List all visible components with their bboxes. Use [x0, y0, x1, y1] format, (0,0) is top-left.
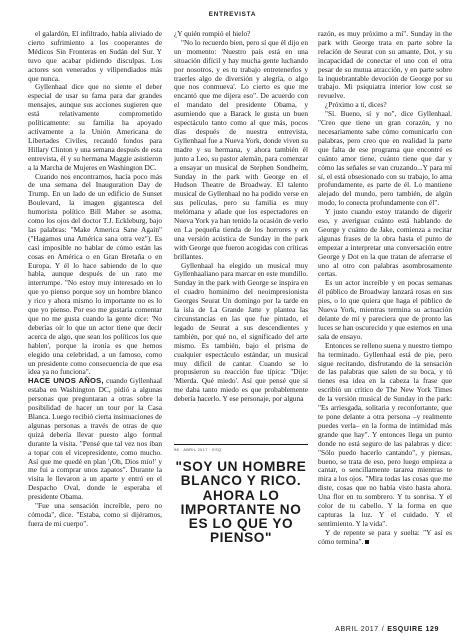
- paragraph-text: razón, es muy próximo a mí". Sunday in the park with George trata en parte sobre la relación de Seurat con su amante, Dot, y su incapacidad de conectar el uno con el otra pesar de su mutua atracción, y en parte sobre la inquebrantable devoción de George por su trabajo. Mi psiquiatra interior low cost se revuelve.: [318, 29, 452, 101]
- paragraph-text: Y de repente se para y suelta: "Y así es cómo termina".: [318, 527, 452, 546]
- paragraph: [174, 262, 308, 405]
- section-label: ENTREVISTA: [208, 11, 257, 18]
- paragraph: [318, 208, 452, 279]
- column-2-text: [174, 30, 308, 442]
- paragraph-text: Cuando nos encontramos, hacía poco más de una semana del Inauguration Day de Trump. En un lado de un edificio de Sunset Boulevard, la imagen gigantesca del humorista político Bill Maher se asoma, como los ojos del doctor T.J. Eckleburg, bajo las palabras: "Make America Sane Again" ("Hagamos una América sana otra vez"). Es casi imposible no hablar de cómo están las cosas en América o en Gran Bretaña o en Europa. Y él lo hace sabiendo de lo que habla, aunque después de un rato me interrumpe. "No estoy muy interesado en lo que yo pienso porque soy un hombre blanco y rico y ahora mismo lo importante no es lo que yo pienso. Por eso me gustaría comentar que no me gusta cuando la gente dice: 'No deberías oír lo que un actor tiene que decir acerca de algo, que sean los políticos los que hablen', porque la ironía es que hemos elegido una celebridad, a un famoso, como un presidente como consecuencia de que esa idea ya no funciona".: [28, 171, 162, 377]
- article-column-3: [318, 30, 452, 547]
- pullquote-folio: 98 · ABRIL 2017 · ESQ: [174, 448, 222, 452]
- paragraph-text: cuando Gyllenhaal estaba en Washington DC, pidió a algunas personas que preguntaran a otras sobre la posibilidad de hacer un tour por la Casa Blanca. Luego recibió cierta insinuaciones de algunas personas a través de otras de que quizá debería llevar puesto algo formal durante la visita. "Pensé que tal vez nos iban a topar con el vicepresidente, como mucho. Así que me quedé en plan '¡Oh, Dios mío!' y me fui a comprar unos zapatos". Durante la visita le llevaron a un aparte y entró en el Despacho Oval, donde le esperaba el presidente Obama.: [28, 376, 162, 502]
- end-mark-icon: [365, 540, 369, 544]
- pullquote-box: [174, 444, 308, 546]
- paragraph: [28, 83, 162, 172]
- footer-magazine: ESQUIRE: [387, 626, 423, 633]
- paragraph: [318, 279, 452, 341]
- article-column-1: [28, 30, 162, 529]
- paragraph-text: Entonces se relleno suena y nuestro tiempo ha terminado. Gyllenhaal está de pie, pero sigue recitando, disfrutando de la sensación de las palabras que salen de su boca, y tú tienes esa idea en la cabeza la frase que escribió un crítico de The New York Times de la versión musical de Sunday in the park: "Es arriesgada, solitaria y reconfortante, que te pone delante a otra persona –y realmente puedes verla– en la forma de intimidad más grande que hay". Y entonces llega un punto donde no está seguro de las palabras y dice: "Sólo puedo hacerlo cantando", y piensas, bueno, se trata de eso, pero luego empieza a cantar, o sencillamente tararea mientras te mira a los ojos. "Mira todas las cosas que me diste, cosas que no había visto hasta ahora. Una flor en tu sombrero. Y tu sonrisa. Y el color de tu cabello. Y la forma en que capturas la luz. Y el cuidado. Y el sentimiento. Y la vida".: [318, 340, 452, 528]
- paragraph: [318, 342, 452, 529]
- paragraph: [28, 30, 162, 83]
- paragraph: [318, 30, 452, 101]
- pullquote: "SOY UN HOMBRE BLANCO Y RICO. AHORA LO IMPORTANTE NO ES LO QUE YO PIENSO": [175, 459, 307, 546]
- paragraph-text: el galardón, El infiltrado, había aliviado de cierto sufrimiento a los cooperantes de Médicos Sin Fronteras en Sudán del Sur. Y tuvo que acabar pidiendo disculpas. Los actores son venerados y vilipendiados más que nunca.: [28, 29, 162, 83]
- page-footer: [335, 626, 439, 633]
- footer-month: ABRIL 2017: [335, 626, 379, 633]
- paragraph-text: "Fue una sensación increíble, pero no cómoda", dice. "Estaba, como si dijéramos, fuera de mi cuerpo".: [28, 501, 162, 528]
- paragraph: [318, 529, 452, 547]
- paragraph: [28, 377, 162, 502]
- paragraph: [174, 39, 308, 262]
- footer-separator: /: [381, 626, 385, 633]
- paragraph-text: Y justo cuando estoy tratando de digerir eso, y averiguar cuánto está hablando de George y cuánto de Jake, comienza a recitar algunas frases de la obra hasta el punto de empezar a interpretar una conversación entre George y Dot en la que tratan de aferrarse el uno al otro con palabras asombrosamente certas.: [318, 207, 452, 279]
- article-column-2: [174, 30, 308, 442]
- section-lead-in: HACE UNOS AÑOS,: [28, 376, 104, 386]
- paragraph: [28, 173, 162, 378]
- paragraph-text: Es un actor increíble y en pocas semanas él público de Broadway lanzará rosas en sus pies, o lo que quiera que haga el público de Nueva York, mientras termina su actuación delante de mí y pareciera que de pronto las luces se han oscurecido y que estemos en una sala de ensayo.: [318, 278, 452, 341]
- paragraph-text: ¿Próximo a ti, dices?: [325, 100, 387, 110]
- paragraph-text: "No lo recuerdo bien, pero sí que él dijo en un momento: 'Nuestro país está en una situación difícil y hay mucha gente luchando por nosotros, y es tu trabajo entretenerlos y traerles algo de diversión y alegría, o algo que nos conmueva'. Lo cierto es que me encantó que me dijera eso". De acuerdo con el mandato del presidente Obama, y asumiendo que a Barack le gusta un buen espectáculo tanto como al que más, pocos días después de nuestra entrevista, Gyllenhaal fue a Nueva York, donde viven su madre y su hermana, y ahora también él junto a Leo, su pastor alemán, para comenzar a ensayar un musical de Stephen Sondheim, Sunday in the park with George en el Hudson Theatre de Broadway. El talento musical de Gyllenhaal no ha podido verse en sus películas, pero su familia es muy melómana y añade que los espectadores en Nueva York ya han tenido la ocasión de verlo en La pequeña tienda de los horrores y en una versión acústica de Sunday in the park with George que fueron acogidas con críticas brillantes.: [174, 37, 308, 261]
- paragraph-text: Gyllenhaal dice que no siente el deber especial de usar su fama para dar grandes mensajes, aunque sus acciones sugieren que está relativamente comprometido políticamente: su familia ha apoyado activamente a la Unión Americana de Libertades Civiles, recaudó fondos para Hillary Clinton y una semana después de esta entrevista, él y su hermana Maggie asistieron a la Marcha de Mujeres en Washington DC.: [28, 82, 162, 172]
- paragraph: [318, 110, 452, 208]
- paragraph: [28, 502, 162, 529]
- page-number: 129: [425, 626, 439, 633]
- paragraph-text: Gyllenhaal ha elegido un musical muy Gyllenhaaliano para marcar en este mundillo. Sunday in the park with George se inspira en el cuadro hominimo del neoimpresionista Georges Seurat Un domingo por la tarde en la isla de La Grande Jatte y plantea las circunstancias en las que fue pintado, el legado de Seurat a sus descendientes y también, por qué no, el significado del arte mismo. Es también, bajo el prisma de cualquier espectáculo estándar, un musical muy difícil de cantar. Cuando se lo propusieron su reacción fue típica: "Dije: 'Mierda. Qué miedo'. Así que pensé que si me daba tanto miedo es que probablemente debería hacerlo. Y ese personaje, por alguna: [174, 260, 308, 404]
- paragraph-text: ¿Y quién rompió el hielo?: [174, 30, 251, 38]
- paragraph-text: "Sí. Bueno, sí y no", dice Gyllenhaal. "Creo que tiene un gran corazón, y no necesariamente sabe cómo comunicarlo con palabras, pero creo que en realidad la parte que falta de ese programa que encontré es cuánto amor tiene, cuánto tiene que dar y cómo las señales se van cruzando...Y para mí sí, el está obsesionado con su trabajo, lo ama profundamente, es parte de él. Lo mantiene alejado del mundo, pero también, de algún modo, lo conecta profundamente con él".: [318, 109, 452, 208]
